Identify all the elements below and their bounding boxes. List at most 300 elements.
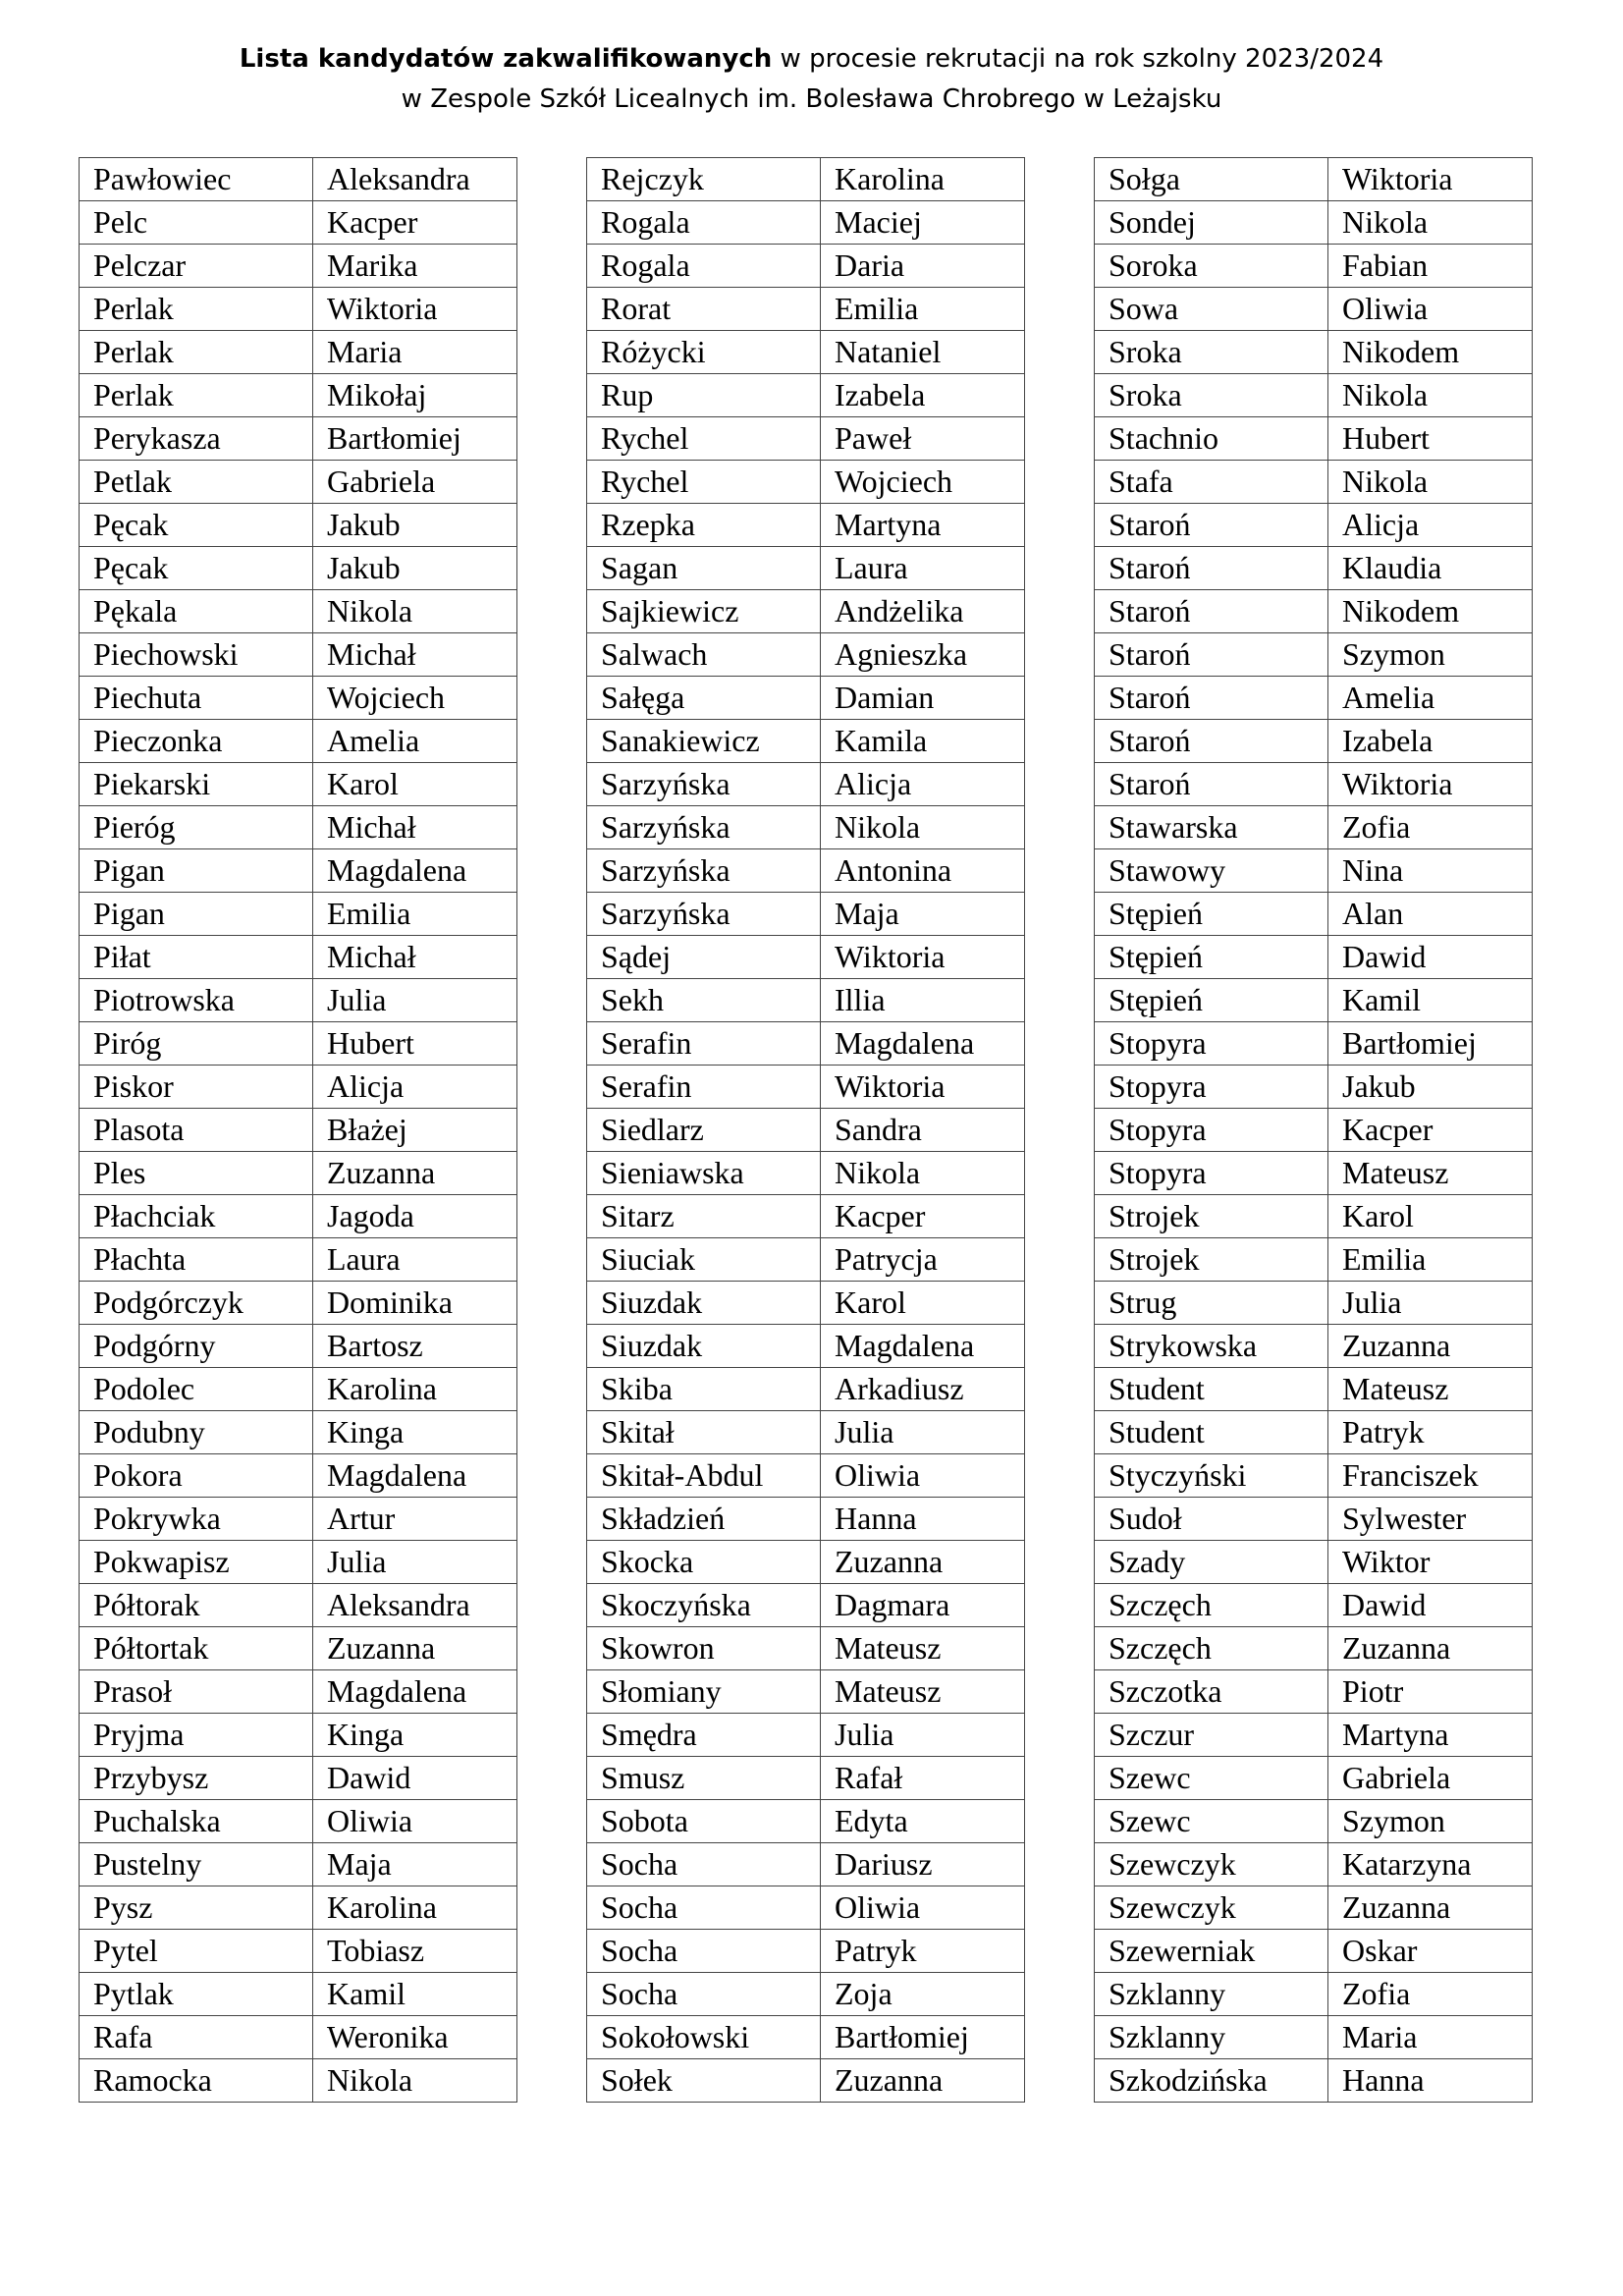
surname-cell: Stopyra [1095, 1022, 1328, 1066]
first-name-cell: Wojciech [313, 677, 517, 720]
first-name-cell: Laura [821, 547, 1025, 590]
first-name-cell: Magdalena [821, 1325, 1025, 1368]
first-name-cell: Patrycja [821, 1238, 1025, 1282]
first-name-cell: Arkadiusz [821, 1368, 1025, 1411]
first-name-cell: Karol [1328, 1195, 1533, 1238]
surname-cell: Pryjma [80, 1714, 313, 1757]
surname-cell: Przybysz [80, 1757, 313, 1800]
surname-cell: Szady [1095, 1541, 1328, 1584]
first-name-cell: Michał [313, 806, 517, 849]
table-row [1095, 2016, 1533, 2059]
table-row [1095, 1930, 1533, 1973]
surname-cell: Skoczyńska [587, 1584, 821, 1627]
table-row [587, 2016, 1025, 2059]
surname-cell: Podubny [80, 1411, 313, 1454]
surname-cell: Pelc [80, 201, 313, 245]
surname-cell: Perlak [80, 374, 313, 417]
table-row [587, 1195, 1025, 1238]
first-name-cell: Maria [313, 331, 517, 374]
first-name-cell: Dawid [313, 1757, 517, 1800]
table-row [587, 417, 1025, 461]
surname-cell: Szewerniak [1095, 1930, 1328, 1973]
first-name-cell: Dariusz [821, 1843, 1025, 1886]
surname-cell: Stopyra [1095, 1109, 1328, 1152]
surname-cell: Puchalska [80, 1800, 313, 1843]
first-name-cell: Illia [821, 979, 1025, 1022]
surname-cell: Sądej [587, 936, 821, 979]
surname-cell: Piekarski [80, 763, 313, 806]
table-row [587, 1022, 1025, 1066]
table-row [587, 504, 1025, 547]
first-name-cell: Mateusz [1328, 1152, 1533, 1195]
table-row [1095, 1757, 1533, 1800]
table-row [587, 936, 1025, 979]
table-row [1095, 461, 1533, 504]
surname-cell: Rup [587, 374, 821, 417]
surname-cell: Szczotka [1095, 1670, 1328, 1714]
table-row [80, 1843, 517, 1886]
table-row [587, 1152, 1025, 1195]
table-row [587, 1541, 1025, 1584]
table-row [587, 461, 1025, 504]
table-row [1095, 1714, 1533, 1757]
first-name-cell: Aleksandra [313, 1584, 517, 1627]
surname-cell: Stępień [1095, 893, 1328, 936]
table-row [1095, 1584, 1533, 1627]
first-name-cell: Kacper [821, 1195, 1025, 1238]
first-name-cell: Oliwia [313, 1800, 517, 1843]
table-row [1095, 1627, 1533, 1670]
table-row [80, 1109, 517, 1152]
surname-cell: Sarzyńska [587, 893, 821, 936]
table-row [80, 1584, 517, 1627]
first-name-cell: Zuzanna [313, 1627, 517, 1670]
table-row [587, 979, 1025, 1022]
surname-cell: Siuzdak [587, 1282, 821, 1325]
surname-cell: Piskor [80, 1066, 313, 1109]
surname-cell: Rogala [587, 245, 821, 288]
first-name-cell: Julia [821, 1714, 1025, 1757]
table-row [1095, 720, 1533, 763]
table-row [1095, 936, 1533, 979]
surname-cell: Stafa [1095, 461, 1328, 504]
table-row [587, 1843, 1025, 1886]
table-row [587, 201, 1025, 245]
surname-cell: Pigan [80, 893, 313, 936]
surname-cell: Szewczyk [1095, 1843, 1328, 1886]
table-row [587, 1757, 1025, 1800]
table-row [1095, 2059, 1533, 2103]
table-row [1095, 590, 1533, 633]
surname-cell: Sowa [1095, 288, 1328, 331]
table-row [80, 1714, 517, 1757]
first-name-cell: Paweł [821, 417, 1025, 461]
table-row [1095, 1454, 1533, 1498]
first-name-cell: Nikola [1328, 201, 1533, 245]
surname-cell: Sanakiewicz [587, 720, 821, 763]
first-name-cell: Kamil [1328, 979, 1533, 1022]
first-name-cell: Maja [821, 893, 1025, 936]
first-name-cell: Michał [313, 936, 517, 979]
page-header [0, 39, 1623, 120]
table-row [1095, 677, 1533, 720]
table-row [1095, 979, 1533, 1022]
first-name-cell: Damian [821, 677, 1025, 720]
surname-cell: Stopyra [1095, 1152, 1328, 1195]
surname-cell: Szewc [1095, 1800, 1328, 1843]
first-name-cell: Emilia [1328, 1238, 1533, 1282]
table-row [80, 1066, 517, 1109]
first-name-cell: Gabriela [1328, 1757, 1533, 1800]
table-row [80, 1411, 517, 1454]
surname-cell: Sokołowski [587, 2016, 821, 2059]
first-name-cell: Edyta [821, 1800, 1025, 1843]
surname-cell: Skitał-Abdul [587, 1454, 821, 1498]
table-row [587, 1973, 1025, 2016]
table-row [587, 1109, 1025, 1152]
first-name-cell: Zuzanna [1328, 1627, 1533, 1670]
surname-cell: Petlak [80, 461, 313, 504]
table-row [1095, 1368, 1533, 1411]
table-row [587, 1930, 1025, 1973]
surname-cell: Pokrywka [80, 1498, 313, 1541]
first-name-cell: Julia [313, 1541, 517, 1584]
table-row [587, 1627, 1025, 1670]
surname-cell: Sarzyńska [587, 806, 821, 849]
surname-cell: Sondej [1095, 201, 1328, 245]
table-row [80, 1238, 517, 1282]
first-name-cell: Michał [313, 633, 517, 677]
table-row [587, 720, 1025, 763]
surname-cell: Podgórny [80, 1325, 313, 1368]
surname-cell: Sagan [587, 547, 821, 590]
table-row [587, 2059, 1025, 2103]
first-name-cell: Magdalena [821, 1022, 1025, 1066]
surname-cell: Student [1095, 1411, 1328, 1454]
table-row [1095, 763, 1533, 806]
surname-cell: Rychel [587, 461, 821, 504]
first-name-cell: Nikola [821, 806, 1025, 849]
candidates-table-column-3 [1094, 157, 1533, 2103]
first-name-cell: Klaudia [1328, 547, 1533, 590]
first-name-cell: Marika [313, 245, 517, 288]
surname-cell: Szklanny [1095, 1973, 1328, 2016]
first-name-cell: Kamila [821, 720, 1025, 763]
surname-cell: Pokwapisz [80, 1541, 313, 1584]
surname-cell: Salwach [587, 633, 821, 677]
first-name-cell: Kinga [313, 1411, 517, 1454]
table-row [1095, 806, 1533, 849]
first-name-cell: Zuzanna [1328, 1325, 1533, 1368]
table-row [80, 2059, 517, 2103]
surname-cell: Płachciak [80, 1195, 313, 1238]
first-name-cell: Kamil [313, 1973, 517, 2016]
table-row [80, 1930, 517, 1973]
first-name-cell: Magdalena [313, 1670, 517, 1714]
first-name-cell: Laura [313, 1238, 517, 1282]
surname-cell: Pęcak [80, 504, 313, 547]
table-row [80, 288, 517, 331]
first-name-cell: Sylwester [1328, 1498, 1533, 1541]
surname-cell: Piotrowska [80, 979, 313, 1022]
surname-cell: Półtortak [80, 1627, 313, 1670]
surname-cell: Siedlarz [587, 1109, 821, 1152]
surname-cell: Plasota [80, 1109, 313, 1152]
first-name-cell: Emilia [313, 893, 517, 936]
table-row [80, 1973, 517, 2016]
surname-cell: Soroka [1095, 245, 1328, 288]
surname-cell: Pytlak [80, 1973, 313, 2016]
table-row [1095, 331, 1533, 374]
table-row [587, 1800, 1025, 1843]
first-name-cell: Karolina [313, 1886, 517, 1930]
first-name-cell: Jakub [313, 504, 517, 547]
first-name-cell: Karolina [821, 158, 1025, 201]
table-row [587, 806, 1025, 849]
first-name-cell: Aleksandra [313, 158, 517, 201]
surname-cell: Sroka [1095, 331, 1328, 374]
first-name-cell: Bartosz [313, 1325, 517, 1368]
surname-cell: Sieniawska [587, 1152, 821, 1195]
first-name-cell: Nataniel [821, 331, 1025, 374]
first-name-cell: Weronika [313, 2016, 517, 2059]
table-row [587, 1670, 1025, 1714]
surname-cell: Pieróg [80, 806, 313, 849]
table-row [80, 979, 517, 1022]
surname-cell: Płachta [80, 1238, 313, 1282]
first-name-cell: Karolina [313, 1368, 517, 1411]
first-name-cell: Wiktoria [821, 1066, 1025, 1109]
first-name-cell: Jagoda [313, 1195, 517, 1238]
table-row [587, 547, 1025, 590]
first-name-cell: Oskar [1328, 1930, 1533, 1973]
surname-cell: Piróg [80, 1022, 313, 1066]
first-name-cell: Patryk [821, 1930, 1025, 1973]
first-name-cell: Andżelika [821, 590, 1025, 633]
surname-cell: Strykowska [1095, 1325, 1328, 1368]
first-name-cell: Zofia [1328, 806, 1533, 849]
surname-cell: Stępień [1095, 979, 1328, 1022]
first-name-cell: Agnieszka [821, 633, 1025, 677]
first-name-cell: Dawid [1328, 1584, 1533, 1627]
table-row [1095, 547, 1533, 590]
table-row [80, 1627, 517, 1670]
first-name-cell: Alicja [313, 1066, 517, 1109]
table-row [1095, 1498, 1533, 1541]
surname-cell: Staroń [1095, 720, 1328, 763]
table-row [587, 158, 1025, 201]
table-row [587, 374, 1025, 417]
first-name-cell: Alicja [1328, 504, 1533, 547]
first-name-cell: Kacper [313, 201, 517, 245]
page-title [0, 39, 1623, 80]
table-row [587, 893, 1025, 936]
first-name-cell: Piotr [1328, 1670, 1533, 1714]
first-name-cell: Wiktoria [821, 936, 1025, 979]
first-name-cell: Kacper [1328, 1109, 1533, 1152]
first-name-cell: Mateusz [1328, 1368, 1533, 1411]
first-name-cell: Julia [821, 1411, 1025, 1454]
surname-cell: Strug [1095, 1282, 1328, 1325]
surname-cell: Strojek [1095, 1195, 1328, 1238]
surname-cell: Stachnio [1095, 417, 1328, 461]
first-name-cell: Szymon [1328, 1800, 1533, 1843]
surname-cell: Smędra [587, 1714, 821, 1757]
first-name-cell: Hubert [1328, 417, 1533, 461]
surname-cell: Sarzyńska [587, 849, 821, 893]
table-row [80, 374, 517, 417]
table-row [587, 677, 1025, 720]
first-name-cell: Patryk [1328, 1411, 1533, 1454]
first-name-cell: Bartłomiej [313, 417, 517, 461]
table-row [80, 1886, 517, 1930]
first-name-cell: Gabriela [313, 461, 517, 504]
surname-cell: Półtorak [80, 1584, 313, 1627]
table-row [80, 461, 517, 504]
table-row [80, 201, 517, 245]
first-name-cell: Zofia [1328, 1973, 1533, 2016]
table-row [1095, 1238, 1533, 1282]
first-name-cell: Emilia [821, 288, 1025, 331]
surname-cell: Staroń [1095, 677, 1328, 720]
surname-cell: Podgórczyk [80, 1282, 313, 1325]
surname-cell: Szklanny [1095, 2016, 1328, 2059]
table-row [80, 1022, 517, 1066]
first-name-cell: Nikola [1328, 461, 1533, 504]
first-name-cell: Magdalena [313, 849, 517, 893]
table-row [1095, 1973, 1533, 2016]
first-name-cell: Wojciech [821, 461, 1025, 504]
first-name-cell: Nikodem [1328, 331, 1533, 374]
first-name-cell: Nina [1328, 849, 1533, 893]
first-name-cell: Zuzanna [821, 1541, 1025, 1584]
surname-cell: Rogala [587, 201, 821, 245]
first-name-cell: Julia [1328, 1282, 1533, 1325]
surname-cell: Staroń [1095, 547, 1328, 590]
table-row [587, 1886, 1025, 1930]
surname-cell: Skocka [587, 1541, 821, 1584]
surname-cell: Ramocka [80, 2059, 313, 2103]
table-row [80, 763, 517, 806]
surname-cell: Słomiany [587, 1670, 821, 1714]
table-row [80, 1498, 517, 1541]
surname-cell: Pytel [80, 1930, 313, 1973]
first-name-cell: Bartłomiej [821, 2016, 1025, 2059]
first-name-cell: Dagmara [821, 1584, 1025, 1627]
table-row [80, 720, 517, 763]
table-row [80, 417, 517, 461]
first-name-cell: Katarzyna [1328, 1843, 1533, 1886]
table-row [80, 677, 517, 720]
surname-cell: Pękala [80, 590, 313, 633]
table-row [80, 158, 517, 201]
table-row [80, 1541, 517, 1584]
table-row [80, 849, 517, 893]
first-name-cell: Mateusz [821, 1670, 1025, 1714]
table-row [1095, 1195, 1533, 1238]
first-name-cell: Nikola [821, 1152, 1025, 1195]
table-row [80, 1282, 517, 1325]
surname-cell: Szczęch [1095, 1627, 1328, 1670]
first-name-cell: Zuzanna [313, 1152, 517, 1195]
first-name-cell: Amelia [1328, 677, 1533, 720]
first-name-cell: Oliwia [821, 1454, 1025, 1498]
table-row [587, 1584, 1025, 1627]
first-name-cell: Karol [313, 763, 517, 806]
surname-cell: Sołga [1095, 158, 1328, 201]
surname-cell: Pawłowiec [80, 158, 313, 201]
surname-cell: Socha [587, 1930, 821, 1973]
first-name-cell: Maria [1328, 2016, 1533, 2059]
surname-cell: Perlak [80, 288, 313, 331]
first-name-cell: Oliwia [821, 1886, 1025, 1930]
first-name-cell: Wiktoria [1328, 158, 1533, 201]
first-name-cell: Nikola [1328, 374, 1533, 417]
table-row [1095, 288, 1533, 331]
table-row [1095, 504, 1533, 547]
first-name-cell: Hanna [821, 1498, 1025, 1541]
surname-cell: Różycki [587, 331, 821, 374]
table-row [587, 763, 1025, 806]
surname-cell: Stopyra [1095, 1066, 1328, 1109]
table-row [587, 1066, 1025, 1109]
first-name-cell: Alan [1328, 893, 1533, 936]
table-row [1095, 1541, 1533, 1584]
table-row [587, 331, 1025, 374]
table-row [80, 1195, 517, 1238]
surname-cell: Stawarska [1095, 806, 1328, 849]
first-name-cell: Wiktor [1328, 1541, 1533, 1584]
surname-cell: Szewczyk [1095, 1886, 1328, 1930]
first-name-cell: Daria [821, 245, 1025, 288]
table-row [587, 1454, 1025, 1498]
surname-cell: Pysz [80, 1886, 313, 1930]
first-name-cell: Szymon [1328, 633, 1533, 677]
surname-cell: Prasoł [80, 1670, 313, 1714]
surname-cell: Staroń [1095, 504, 1328, 547]
surname-cell: Rejczyk [587, 158, 821, 201]
table-row [1095, 1282, 1533, 1325]
surname-cell: Podolec [80, 1368, 313, 1411]
table-row [1095, 201, 1533, 245]
table-row [80, 1757, 517, 1800]
table-row [1095, 1800, 1533, 1843]
first-name-cell: Izabela [1328, 720, 1533, 763]
first-name-cell: Mikołaj [313, 374, 517, 417]
first-name-cell: Nikodem [1328, 590, 1533, 633]
surname-cell: Siuciak [587, 1238, 821, 1282]
first-name-cell: Fabian [1328, 245, 1533, 288]
table-row [1095, 1066, 1533, 1109]
table-row [1095, 1109, 1533, 1152]
table-row [1095, 158, 1533, 201]
first-name-cell: Mateusz [821, 1627, 1025, 1670]
page-title-rest: w procesie rekrutacji na rok szkolny 2023/2024 [772, 44, 1384, 74]
surname-cell: Strojek [1095, 1238, 1328, 1282]
surname-cell: Sroka [1095, 374, 1328, 417]
first-name-cell: Franciszek [1328, 1454, 1533, 1498]
table-row [80, 590, 517, 633]
surname-cell: Pigan [80, 849, 313, 893]
table-row [587, 849, 1025, 893]
table-row [80, 504, 517, 547]
surname-cell: Socha [587, 1886, 821, 1930]
table-row [587, 1325, 1025, 1368]
table-row [80, 936, 517, 979]
first-name-cell: Dawid [1328, 936, 1533, 979]
first-name-cell: Oliwia [1328, 288, 1533, 331]
surname-cell: Sitarz [587, 1195, 821, 1238]
